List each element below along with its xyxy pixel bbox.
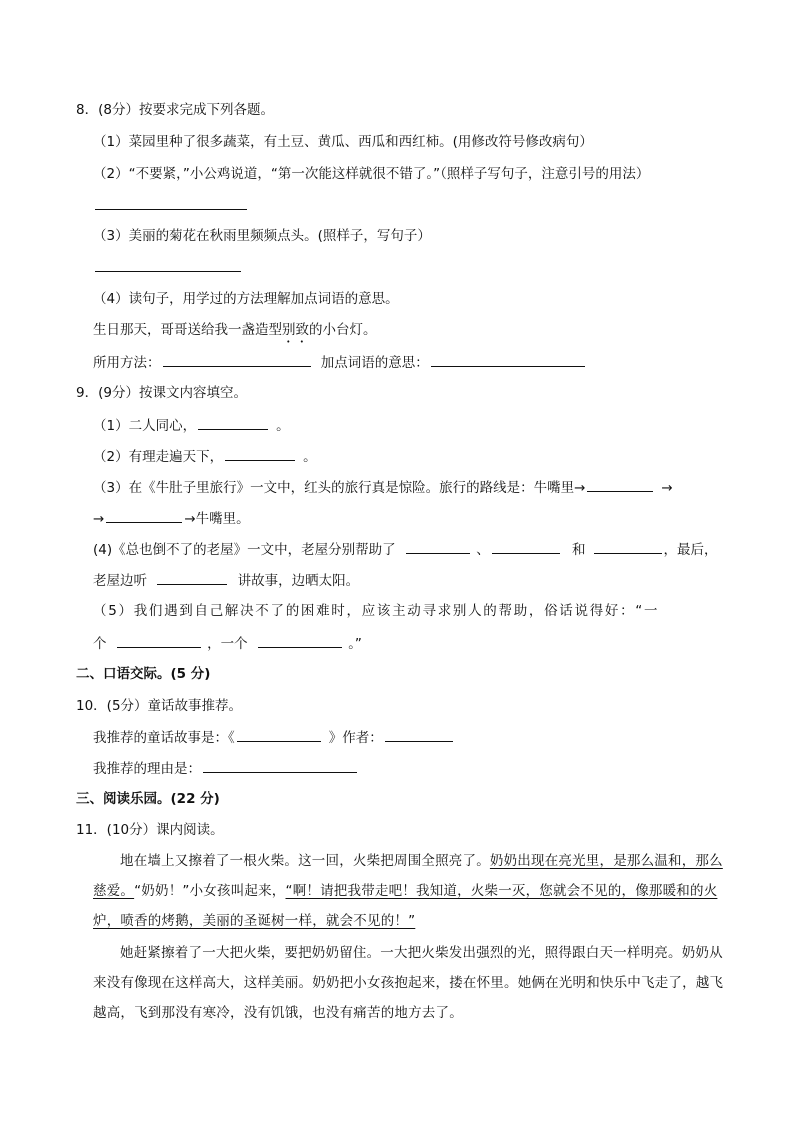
passage-paragraph-2: 她赶紧擦着了一大把火柴，要把奶奶留住。一大把火柴发出强烈的光，照得跟白天一样明亮。奶奶从来没有像现在这样高大，这样美丽。奶奶把小女孩抱起来，搂在怀里。她俩在光明和快乐中飞走了，越飞越高，飞到那没有寒冷，没有饥饿，也没有痛苦的地方去了。 bbox=[93, 945, 724, 1021]
q9-sub4 bbox=[93, 540, 718, 559]
q9-sub5-cont bbox=[93, 634, 362, 653]
q10-line1 bbox=[93, 728, 455, 747]
q9-sub5-end: 。” bbox=[348, 636, 362, 652]
q9-sub1-end: 。 bbox=[276, 418, 290, 434]
p1-underlined-b: “啊！请把我带走吧！我知道，火柴一灭，您就会不见的，像那暖和的火炉，喷香的烤鹅，美丽的圣诞树一样，就会不见的！” bbox=[93, 883, 718, 929]
q10-line2 bbox=[93, 759, 359, 778]
q9-sub5: （5）我们遇到自己解决不了的困难时，应该主动寻求别人的帮助，俗话说得好：“一 bbox=[93, 603, 660, 619]
q9-sub2-end: 。 bbox=[303, 449, 317, 465]
q8-sub2-answer[interactable] bbox=[93, 196, 249, 215]
q8-sub4: （4）读句子，用学过的方法理解加点词语的意思。 bbox=[93, 291, 399, 307]
q10-title: 10．(5分）童话故事推荐。 bbox=[76, 698, 243, 714]
passage-paragraph-1 bbox=[93, 846, 733, 936]
q9-sub5-blank1[interactable] bbox=[117, 634, 201, 648]
q9-sub3-arrow2: → bbox=[93, 511, 105, 527]
q9-sub5-blank2[interactable] bbox=[258, 634, 342, 648]
reading-passage bbox=[93, 846, 733, 1028]
p1-text-a: 地在墙上又擦着了一根火柴。这一回，火柴把周围全照亮了。 bbox=[120, 853, 490, 869]
q11-title: 11．(10分）课内阅读。 bbox=[76, 822, 224, 838]
q9-sub1-text: （1）二人同心， bbox=[93, 418, 197, 434]
q9-sub4-blank1[interactable] bbox=[406, 540, 470, 554]
q9-sub2-blank[interactable] bbox=[225, 447, 295, 461]
q9-sub5-ge: 个 bbox=[93, 636, 107, 652]
q10-story-blank[interactable] bbox=[237, 728, 321, 742]
q9-sub4-blank2[interactable] bbox=[492, 540, 560, 554]
q8-sub4-answers bbox=[93, 353, 587, 372]
dotted-word: 别致 bbox=[282, 322, 309, 338]
q10-author-label: 》作者： bbox=[328, 730, 383, 746]
meaning-label: 加点词语的意思： bbox=[320, 355, 429, 371]
q10-reason-label: 我推荐的理由是： bbox=[93, 761, 201, 777]
q9-sub3 bbox=[93, 478, 673, 497]
q9-sub5-mid: ，一个 bbox=[207, 636, 248, 652]
q9-sub4-cont-end: 讲故事，边晒太阳。 bbox=[237, 573, 360, 589]
q9-sub4-sep1: 、 bbox=[476, 542, 490, 558]
method-blank[interactable] bbox=[163, 353, 311, 367]
q9-title: 9．(9分）按课文内容填空。 bbox=[76, 385, 247, 401]
sentence-post: 的小台灯。 bbox=[309, 322, 377, 338]
section-reading: 三、阅读乐园。(22 分) bbox=[76, 791, 220, 807]
sentence-pre: 生日那天，哥哥送给我一盏造型 bbox=[93, 322, 282, 338]
q9-sub4-and: 和 bbox=[572, 542, 586, 558]
q8-sub2: （2）“不要紧，”小公鸡说道，“第一次能这样就很不错了。”（照样子写句子，注意引号的用法） bbox=[93, 166, 650, 182]
q9-sub3-end: →牛嘴里。 bbox=[184, 511, 250, 527]
q9-sub1 bbox=[93, 416, 290, 435]
q8-title: 8．(8分）按要求完成下列各题。 bbox=[76, 102, 274, 118]
q9-sub3-blank2[interactable] bbox=[106, 509, 182, 523]
q10-reason-blank[interactable] bbox=[203, 759, 357, 773]
p1-underlined-a: 奶奶出现在亮光里，是那么温和，那么慈爱。 bbox=[93, 853, 723, 899]
q9-sub3-cont bbox=[93, 509, 250, 528]
q9-sub2 bbox=[93, 447, 317, 466]
q9-sub4-blank4[interactable] bbox=[157, 571, 227, 585]
q10-story-label: 我推荐的童话故事是：《 bbox=[93, 730, 235, 746]
q10-author-blank[interactable] bbox=[385, 728, 453, 742]
q9-sub4-text: (4)《总也倒不了的老屋》一文中，老屋分别帮助了 bbox=[93, 542, 396, 558]
q8-sub1: （1）菜园里种了很多蔬菜，有土豆、黄瓜、西瓜和西红柿。(用修改符号修改病句） bbox=[93, 134, 593, 150]
section-oral: 二、口语交际。(5 分) bbox=[76, 666, 211, 682]
q9-sub3-blank1[interactable] bbox=[587, 478, 653, 492]
q8-sub3: （3）美丽的菊花在秋雨里频频点头。(照样子，写句子） bbox=[93, 228, 431, 244]
p1-text-b: “奶奶！”小女孩叫起来， bbox=[134, 883, 286, 899]
q9-sub1-blank[interactable] bbox=[198, 416, 268, 430]
q9-sub4-end: ，最后， bbox=[663, 542, 718, 558]
q9-sub3-text: （3）在《牛肚子里旅行》一文中，红头的旅行真是惊险。旅行的路线是：牛嘴里→ bbox=[93, 480, 586, 496]
q9-sub4-cont bbox=[93, 571, 359, 590]
q9-sub3-arrow: → bbox=[661, 480, 673, 496]
q9-sub4-blank3[interactable] bbox=[594, 540, 662, 554]
q8-sub3-answer[interactable] bbox=[93, 258, 243, 277]
q9-sub2-text: （2）有理走遍天下， bbox=[93, 449, 224, 465]
q8-sub4-sentence bbox=[93, 321, 377, 346]
meaning-blank[interactable] bbox=[431, 353, 585, 367]
method-label: 所用方法： bbox=[93, 355, 161, 371]
q9-sub4-cont-text: 老屋边听 bbox=[93, 573, 147, 589]
